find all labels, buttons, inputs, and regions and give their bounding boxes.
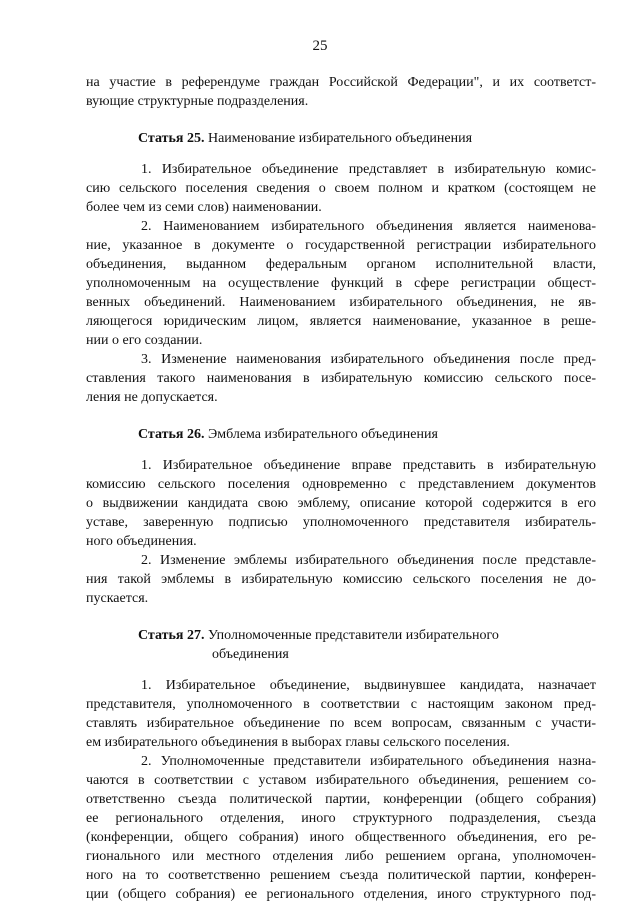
article-26-paragraph-1 — [86, 456, 596, 551]
article-title: Эмблема избирательного объединения — [207, 427, 438, 442]
text-line: венных объединений. Наименованием избирательного объединения, не яв- — [86, 295, 596, 310]
article-title: Уполномоченные представители избирательного — [207, 628, 499, 643]
text-line: ного на то соответственно решением съезда политической партии, конферен- — [86, 868, 596, 883]
document-body — [86, 73, 596, 904]
article-label: Статья 26. — [138, 427, 205, 442]
text-line: 1. Избирательное объединение вправе представить в избирательную — [141, 458, 596, 473]
lead-paragraph — [86, 73, 596, 111]
article-label: Статья 27. — [138, 628, 205, 643]
text-line: уполномоченным на осуществление функций в сфере регистрации общест- — [86, 276, 596, 291]
article-25-paragraph-1 — [86, 160, 596, 217]
article-25-paragraph-3 — [86, 350, 596, 407]
article-25-heading — [86, 129, 596, 148]
text-line: представителя, уполномоченного в соответствии с настоящим законом пред- — [86, 697, 596, 712]
article-27-paragraph-2 — [86, 752, 596, 904]
article-label: Статья 25. — [138, 131, 205, 146]
text-line: более чем из семи слов) наименовании. — [86, 200, 322, 215]
article-26-paragraph-2 — [86, 551, 596, 608]
text-line: чаются в соответствии с уставом избирательного объединения, решением со- — [86, 773, 596, 788]
text-line: нии о его создании. — [86, 333, 203, 348]
text-line: ния такой эмблемы в избирательную комиссию сельского поселения не до- — [86, 572, 596, 587]
text-line: ставления такого наименования в избирательную комиссию сельского посе- — [86, 371, 596, 386]
article-27-heading — [86, 626, 596, 664]
text-line: ставлять избирательное объединение по всем вопросам, связанным с участи- — [86, 716, 596, 731]
text-line: объединения, выданном федеральным органом исполнительной власти, — [86, 257, 596, 272]
text-line: пускается. — [86, 591, 149, 606]
text-line: ем избирательного объединения в выборах главы сельского поселения. — [86, 735, 510, 750]
page-number: 25 — [312, 38, 328, 54]
text-line: о выдвижении кандидата свою эмблему, описание которой содержится в его — [86, 496, 596, 511]
text-line: ции (общего собрания) ее регионального отделения, иного структурного под- — [86, 887, 596, 902]
article-25-paragraph-2 — [86, 217, 596, 350]
text-line: ние, указанное в документе о государственной регистрации избирательного — [86, 238, 596, 253]
text-line: ного объединения. — [86, 534, 197, 549]
text-line: 2. Изменение эмблемы избирательного объединения после представле- — [141, 553, 596, 568]
text-line: 1. Избирательное объединение представляет в избирательную комис- — [141, 162, 596, 177]
text-line: сию сельского поселения сведения о своем полном и кратком (состоящем не — [86, 181, 596, 196]
text-line: уставе, заверенную подписью уполномоченного представителя избиратель- — [86, 515, 596, 530]
text-line: 3. Изменение наименования избирательного объединения после пред- — [141, 352, 596, 367]
text-line: вующие структурные подразделения. — [86, 94, 309, 109]
text-line: комиссию сельского поселения одновременно с представлением документов — [86, 477, 596, 492]
article-title-continuation: объединения — [212, 647, 289, 662]
text-line: ления не допускается. — [86, 390, 218, 405]
article-27-paragraph-1 — [86, 676, 596, 752]
text-line: ответственно съезда политической партии, конференции (общего собрания) — [86, 792, 596, 807]
text-line: ляющегося юридическим лицом, является наименование, указанное в реше- — [86, 314, 596, 329]
article-title: Наименование избирательного объединения — [207, 131, 473, 146]
text-line: 1. Избирательное объединение, выдвинувшее кандидата, назначает — [141, 678, 596, 693]
text-line: (конференции, общего собрания) иного общественного объединения, его ре- — [86, 830, 596, 845]
text-line: 2. Уполномоченные представители избирательного объединения назна- — [141, 754, 596, 769]
text-line: ее регионального отделения, иного структурного подразделения, съезда — [86, 811, 596, 826]
text-line: 2. Наименованием избирательного объединения является наименова- — [141, 219, 596, 234]
text-line: на участие в референдуме граждан Российской Федерации", и их соответст- — [86, 75, 596, 90]
article-26-heading — [86, 425, 596, 444]
text-line: гионального или местного отделения либо решением органа, уполномочен- — [86, 849, 596, 864]
